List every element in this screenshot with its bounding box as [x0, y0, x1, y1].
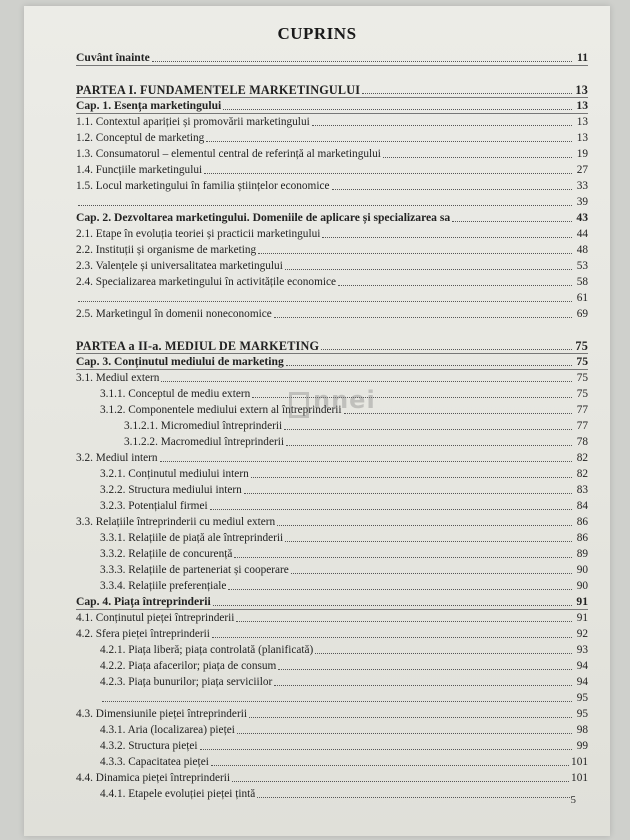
toc-entry-page: 95 [576, 708, 588, 720]
toc-leader-dots [251, 477, 572, 478]
toc-entry-page: 13 [576, 116, 588, 128]
document-page [24, 6, 610, 836]
toc-entry [76, 226, 588, 242]
toc-leader-dots [78, 205, 572, 206]
toc-entry-title: 4.1. Conținutul pieței întreprinderii [76, 612, 235, 624]
toc-leader-dots [223, 109, 572, 110]
toc-leader-dots [362, 93, 572, 94]
toc-entry-title: 3.2. Mediul intern [76, 452, 158, 464]
toc-leader-dots [257, 797, 572, 798]
toc-entry-title: 3.1. Mediul extern [76, 372, 160, 384]
toc-leader-dots [274, 685, 572, 686]
toc-entry [76, 242, 588, 258]
toc-entry-title: PARTEA a II-a. MEDIUL DE MARKETING [76, 339, 320, 353]
toc-entry [76, 162, 588, 178]
toc-entry [76, 578, 588, 594]
toc-entry [76, 754, 588, 770]
toc-entry-title: 3.2.3. Potențialul firmei [100, 500, 208, 512]
toc-entry-page: 99 [576, 740, 588, 752]
toc-entry-title: 3.1.1. Conceptul de mediu extern [100, 388, 251, 400]
toc-leader-dots [232, 781, 569, 782]
toc-leader-dots [321, 349, 572, 350]
toc-entry [76, 626, 588, 642]
toc-entry-title: Cuvânt înainte [76, 51, 150, 64]
toc-entry [76, 114, 588, 130]
toc-entry-title: 3.1.2.1. Micromediul întreprinderii [124, 420, 283, 432]
toc-leader-dots [291, 573, 572, 574]
toc-entry-page: 75 [576, 355, 588, 368]
toc-entry-title: 2.5. Marketingul în domenii noneconomice [76, 308, 272, 320]
toc-entry-page: 95 [576, 692, 588, 704]
table-of-contents [76, 50, 588, 802]
toc-entry-page: 92 [576, 628, 588, 640]
watermark [289, 384, 419, 424]
toc-entry-title: 4.3.3. Capacitatea pieței [100, 756, 209, 768]
toc-leader-dots [383, 157, 572, 158]
toc-entry [76, 466, 588, 482]
toc-entry [76, 770, 588, 786]
toc-entry-title: 2.4. Specializarea marketingului în activitățile economice [76, 276, 337, 288]
toc-entry-page: 101 [571, 772, 588, 784]
toc-entry-page: 13 [575, 83, 588, 97]
toc-entry [76, 786, 588, 802]
toc-entry [76, 594, 588, 610]
toc-leader-dots [315, 653, 572, 654]
toc-entry-page: 11 [577, 51, 588, 64]
toc-entry-page: 90 [576, 564, 588, 576]
toc-entry-page: 101 [571, 756, 588, 768]
toc-entry-title: 1.3. Consumatorul – elementul central de referință al marketingului [76, 148, 381, 160]
toc-entry-page: 69 [576, 308, 588, 320]
toc-entry-page: 43 [576, 211, 588, 224]
toc-entry-page: 48 [576, 244, 588, 256]
toc-entry-page: 75 [576, 388, 588, 400]
toc-entry [76, 690, 588, 706]
page-number: 5 [570, 794, 576, 806]
toc-entry [76, 98, 588, 114]
toc-entry-page: 53 [576, 260, 588, 272]
toc-entry [76, 338, 588, 354]
toc-entry [76, 658, 588, 674]
toc-entry-title: 4.2.1. Piața liberă; piața controlată (planificată) [100, 644, 314, 656]
toc-leader-dots [102, 701, 572, 702]
toc-entry-page: 94 [576, 660, 588, 672]
toc-entry-title: 4.3. Dimensiunile pieței întreprinderii [76, 708, 247, 720]
toc-entry-title: 1.2. Conceptul de marketing [76, 132, 205, 144]
toc-leader-dots [278, 669, 572, 670]
toc-leader-dots [161, 381, 572, 382]
toc-entry [76, 146, 588, 162]
toc-leader-dots [258, 253, 572, 254]
toc-entry [76, 610, 588, 626]
toc-entry [76, 546, 588, 562]
toc-entry-page: 86 [576, 516, 588, 528]
toc-entry-title: 3.3. Relațiile întreprinderii cu mediul extern [76, 516, 276, 528]
toc-entry-page: 39 [576, 196, 588, 208]
toc-leader-dots [244, 493, 572, 494]
toc-entry-title: 1.5. Locul marketingului în familia științelor economice [76, 180, 330, 192]
toc-entry-title: 2.2. Instituții și organisme de marketing [76, 244, 257, 256]
toc-entry-page: 90 [576, 580, 588, 592]
toc-entry-title: 4.2.2. Piața afacerilor; piața de consum [100, 660, 277, 672]
toc-leader-dots [274, 317, 572, 318]
toc-entry-title: 1.1. Contextul apariției și promovării marketingului [76, 116, 310, 128]
toc-leader-dots [332, 189, 573, 190]
toc-entry-title: PARTEA I. FUNDAMENTELE MARKETINGULUI [76, 83, 361, 97]
toc-leader-dots [234, 557, 572, 558]
toc-leader-dots [237, 733, 572, 734]
toc-leader-dots [160, 461, 572, 462]
toc-leader-dots [285, 269, 572, 270]
toc-entry [76, 706, 588, 722]
toc-leader-dots [212, 637, 572, 638]
toc-entry [76, 290, 588, 306]
toc-leader-dots [152, 61, 572, 62]
toc-leader-dots [206, 141, 572, 142]
toc-entry-page: 86 [576, 532, 588, 544]
toc-entry-page: 33 [576, 180, 588, 192]
toc-entry [76, 530, 588, 546]
toc-leader-dots [338, 285, 572, 286]
section-rule [76, 65, 588, 66]
toc-entry-title: Cap. 4. Piața întreprinderii [76, 595, 211, 608]
toc-entry-page: 93 [576, 644, 588, 656]
toc-entry-page: 91 [576, 595, 588, 608]
toc-leader-dots [78, 301, 572, 302]
toc-entry-title: 4.3.2. Structura pieței [100, 740, 198, 752]
toc-leader-dots [277, 525, 572, 526]
toc-entry [76, 274, 588, 290]
toc-entry-title: 3.1.2. Componentele mediului extern al întreprinderii [100, 404, 342, 416]
toc-entry-title: 4.2. Sfera pieței întreprinderii [76, 628, 210, 640]
toc-entry-page: 94 [576, 676, 588, 688]
toc-leader-dots [236, 621, 572, 622]
toc-entry [76, 82, 588, 98]
toc-entry-title: 3.3.1. Relațiile de piață ale întreprinderii [100, 532, 284, 544]
toc-entry [76, 354, 588, 370]
toc-leader-dots [312, 125, 572, 126]
toc-entry-page: 91 [576, 612, 588, 624]
toc-entry-page: 82 [576, 452, 588, 464]
toc-entry [76, 210, 588, 226]
toc-entry [76, 258, 588, 274]
toc-entry-page: 78 [576, 436, 588, 448]
toc-entry [76, 450, 588, 466]
watermark-logo-icon [289, 392, 309, 418]
toc-entry-title: 2.1. Etape în evoluția teoriei și practicii marketingului [76, 228, 321, 240]
toc-entry-page: 83 [576, 484, 588, 496]
toc-entry-title: 3.3.3. Relațiile de parteneriat și cooperare [100, 564, 289, 576]
toc-entry-page: 75 [576, 372, 588, 384]
toc-leader-dots [228, 589, 572, 590]
toc-leader-dots [286, 445, 572, 446]
toc-entry-page: 98 [576, 724, 588, 736]
toc-leader-dots [213, 605, 572, 606]
toc-entry-title: 4.3.1. Aria (localizarea) pieței [100, 724, 235, 736]
toc-entry-title: 2.3. Valențele și universalitatea marketingului [76, 260, 283, 272]
toc-entry-page: 82 [576, 468, 588, 480]
toc-leader-dots [284, 429, 572, 430]
toc-entry-page: 58 [576, 276, 588, 288]
toc-entry-page: 13 [576, 99, 588, 112]
toc-entry [76, 306, 588, 322]
toc-leader-dots [200, 749, 572, 750]
toc-entry [76, 674, 588, 690]
toc-leader-dots [286, 365, 572, 366]
toc-entry [76, 482, 588, 498]
toc-entry-page: 27 [576, 164, 588, 176]
toc-entry [76, 514, 588, 530]
toc-entry [76, 130, 588, 146]
toc-entry-title: 4.2.3. Piața bunurilor; piața serviciilor [100, 676, 273, 688]
toc-entry [76, 722, 588, 738]
toc-entry-title: 3.3.4. Relațiile preferențiale [100, 580, 227, 592]
toc-entry-page: 84 [576, 500, 588, 512]
toc-entry-title: 4.4.1. Etapele evoluției pieței țintă [100, 788, 256, 800]
toc-leader-dots [452, 221, 572, 222]
toc-entry [76, 434, 588, 450]
toc-entry-page: 77 [576, 404, 588, 416]
toc-entry [76, 738, 588, 754]
toc-entry-page: 89 [576, 548, 588, 560]
toc-leader-dots [285, 541, 572, 542]
toc-entry-title: 1.4. Funcțiile marketingului [76, 164, 203, 176]
toc-leader-dots [210, 509, 572, 510]
toc-leader-dots [211, 765, 569, 766]
toc-entry-title: Cap. 3. Conținutul mediului de marketing [76, 355, 284, 368]
toc-entry-title: 4.4. Dinamica pieței întreprinderii [76, 772, 231, 784]
toc-entry [76, 194, 588, 210]
toc-entry [76, 562, 588, 578]
toc-entry-title: 3.2.2. Structura mediului intern [100, 484, 242, 496]
toc-entry-title: Cap. 2. Dezvoltarea marketingului. Domeniile de aplicare și specializarea sa [76, 211, 451, 224]
toc-entry-page: 61 [576, 292, 588, 304]
toc-leader-dots [322, 237, 572, 238]
toc-entry-page: 13 [576, 132, 588, 144]
toc-entry-title: 3.1.2.2. Macromediul întreprinderii [124, 436, 284, 448]
toc-entry [76, 642, 588, 658]
toc-leader-dots [249, 717, 572, 718]
toc-entry [76, 178, 588, 194]
toc-entry-page: 77 [576, 420, 588, 432]
toc-entry [76, 498, 588, 514]
toc-entry-title: Cap. 1. Esența marketingului [76, 99, 222, 112]
toc-entry [76, 50, 588, 66]
toc-entry-title: 3.3.2. Relațiile de concurență [100, 548, 233, 560]
watermark-text: nnei [313, 386, 376, 414]
toc-entry-title: 3.2.1. Conținutul mediului intern [100, 468, 249, 480]
toc-leader-dots [204, 173, 572, 174]
page-title: CUPRINS [277, 24, 357, 43]
toc-entry-page: 19 [576, 148, 588, 160]
toc-entry-page: 75 [575, 339, 588, 353]
toc-entry-page: 44 [576, 228, 588, 240]
